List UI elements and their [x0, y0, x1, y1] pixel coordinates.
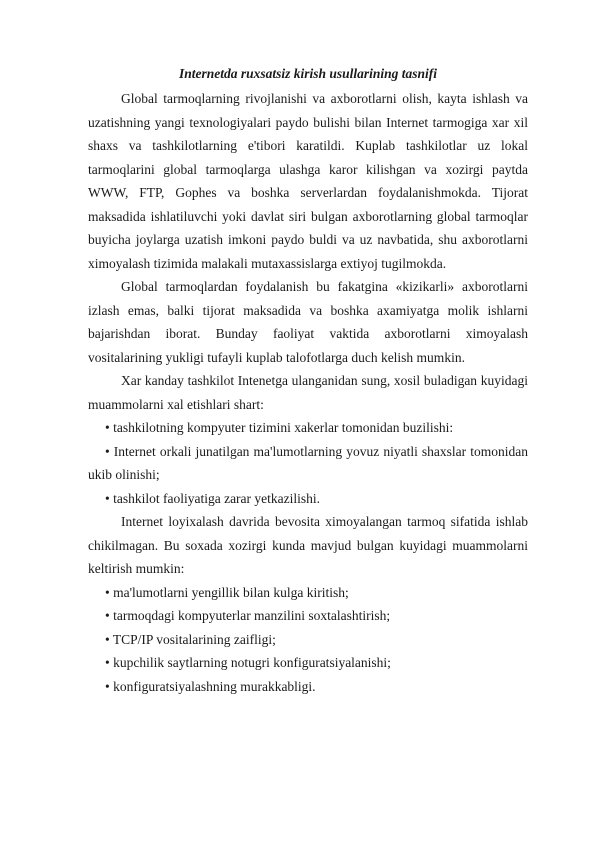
list-item: • tashkilotning kompyuter tizimini xakerlar tomonidan buzilishi: — [105, 420, 454, 435]
paragraph-global-networks: Global tarmoqlarning rivojlanishi va axborotlarni olish, kayta ishlash va uzatishning yangi texnologiyalari paydo bulishi bilan Internet tarmogiga xar xil shaxs va tashkilotlarning e'tibori karatildi. Kuplab tashkilotlar uz lokal tarmoqlarini global tarmoqlarga ulashga karor kilishgan va xozirgi paytda WWW, FTP, Gophes va boshka serverlardan foydalanishmokda. Tijorat maksadida ishlatiluvchi yoki davlat siri bulgan axborotlarning global tarmoqlar buyicha joylarga uzatish imkoni paydo buldi va uz navbatida, shu axborotlarni ximoyalash tizimida malakali mutaxassislarga extiyoj tugilmokda. — [88, 91, 528, 271]
list-item: • Internet orkali junatilgan ma'lumotlarning yovuz niyatli shaxslar tomonidan ukib olinishi; — [88, 443, 528, 482]
paragraph-organization-problems: Xar kanday tashkilot Intenetga ulanganidan sung, xosil buladigan kuyidagi muammolarni xal etishlari shart: — [88, 373, 528, 412]
list-item: • tarmoqdagi kompyuterlar manzilini soxtalashtirish; — [105, 608, 391, 623]
list-item: • kupchilik saytlarning notugri konfiguratsiyalanishi; — [105, 655, 391, 670]
internet-issues-list — [88, 581, 528, 699]
document-title: Internetda ruxsatsiz kirish usullarining tasnifi — [178, 66, 438, 81]
list-item: • TCP/IP vositalarining zaifligi; — [105, 631, 276, 647]
list-item: • ma'lumotlarni yengillik bilan kulga kiritish; — [105, 584, 349, 600]
paragraph-global-usage: Global tarmoqlardan foydalanish bu fakatgina «kizikarli» axborotlarni izlash emas, balki tijorat maksadida va boshka axamiyatga molik ishlarni bajarishdan iborat. Bunday faoliyat vaktida axborotlarni ximoyalash vositalarining yukligi tufayli kuplab talofotlarga duch kelish mumkin. — [88, 279, 528, 365]
document-page — [88, 62, 528, 698]
list-item: • tashkilot faoliyatiga zarar yetkazilishi. — [105, 490, 321, 506]
paragraph-internet-design: Internet loyixalash davrida bevosita ximoyalangan tarmoq sifatida ishlab chikilmagan. Bu soxada xozirgi kunda mavjud bulgan kuyidagi muammolarni keltirish mumkin: — [88, 514, 528, 576]
list-item: • konfiguratsiyalashning murakkabligi. — [105, 678, 316, 694]
problem-list — [88, 416, 528, 510]
